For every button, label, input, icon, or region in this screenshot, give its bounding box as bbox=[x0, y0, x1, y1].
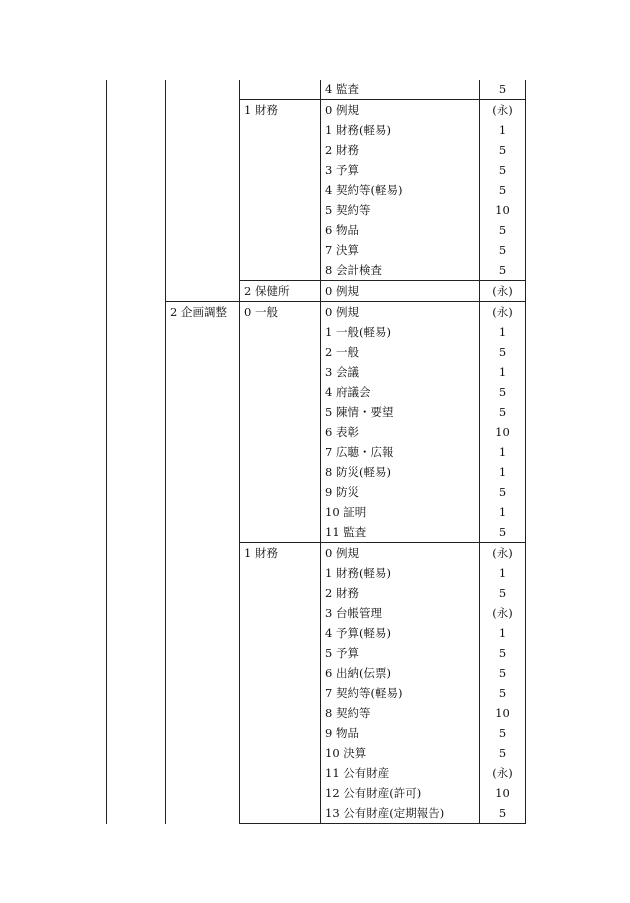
subdivision-cell: 1 財務 bbox=[240, 543, 321, 564]
retention-period-cell: 5 bbox=[480, 180, 526, 200]
item-cell: 9 防災 bbox=[321, 482, 480, 502]
division-cell bbox=[166, 663, 240, 683]
division-cell bbox=[166, 200, 240, 220]
category-cell bbox=[107, 120, 166, 140]
category-cell bbox=[107, 281, 166, 302]
category-cell bbox=[107, 462, 166, 482]
category-cell bbox=[107, 743, 166, 763]
retention-period-cell: 5 bbox=[480, 80, 526, 100]
item-cell: 10 決算 bbox=[321, 743, 480, 763]
retention-period-cell: 5 bbox=[480, 260, 526, 281]
item-cell: 11 公有財産 bbox=[321, 763, 480, 783]
division-cell bbox=[166, 522, 240, 543]
retention-period-cell: 10 bbox=[480, 783, 526, 803]
table-row bbox=[107, 260, 526, 281]
retention-period-cell: (永) bbox=[480, 100, 526, 121]
category-cell bbox=[107, 583, 166, 603]
subdivision-cell bbox=[240, 160, 321, 180]
item-cell: 3 会議 bbox=[321, 362, 480, 382]
category-cell bbox=[107, 522, 166, 543]
subdivision-cell bbox=[240, 482, 321, 502]
retention-period-cell: (永) bbox=[480, 281, 526, 302]
table-row bbox=[107, 543, 526, 564]
division-cell bbox=[166, 240, 240, 260]
retention-period-cell: 10 bbox=[480, 200, 526, 220]
subdivision-cell bbox=[240, 663, 321, 683]
item-cell: 4 予算(軽易) bbox=[321, 623, 480, 643]
subdivision-cell bbox=[240, 402, 321, 422]
category-cell bbox=[107, 803, 166, 824]
subdivision-cell bbox=[240, 643, 321, 663]
division-cell bbox=[166, 260, 240, 281]
item-cell: 2 一般 bbox=[321, 342, 480, 362]
retention-period-cell: 1 bbox=[480, 623, 526, 643]
category-cell bbox=[107, 663, 166, 683]
retention-period-cell: 5 bbox=[480, 522, 526, 543]
subdivision-cell bbox=[240, 723, 321, 743]
category-cell bbox=[107, 482, 166, 502]
category-cell bbox=[107, 362, 166, 382]
category-cell bbox=[107, 643, 166, 663]
table-row bbox=[107, 200, 526, 220]
division-cell: 2 企画調整 bbox=[166, 302, 240, 323]
item-cell: 4 府議会 bbox=[321, 382, 480, 402]
category-cell bbox=[107, 603, 166, 623]
table-row bbox=[107, 160, 526, 180]
table-row bbox=[107, 220, 526, 240]
subdivision-cell bbox=[240, 502, 321, 522]
retention-period-cell: 5 bbox=[480, 160, 526, 180]
item-cell: 13 公有財産(定期報告) bbox=[321, 803, 480, 824]
item-cell: 5 予算 bbox=[321, 643, 480, 663]
category-cell bbox=[107, 382, 166, 402]
subdivision-cell bbox=[240, 260, 321, 281]
subdivision-cell bbox=[240, 200, 321, 220]
subdivision-cell: 2 保健所 bbox=[240, 281, 321, 302]
item-cell: 6 物品 bbox=[321, 220, 480, 240]
item-cell: 6 出納(伝票) bbox=[321, 663, 480, 683]
subdivision-cell bbox=[240, 583, 321, 603]
subdivision-cell bbox=[240, 342, 321, 362]
table-row bbox=[107, 422, 526, 442]
table-row bbox=[107, 100, 526, 121]
item-cell: 3 予算 bbox=[321, 160, 480, 180]
category-cell bbox=[107, 100, 166, 121]
item-cell: 0 例規 bbox=[321, 281, 480, 302]
item-cell: 1 一般(軽易) bbox=[321, 322, 480, 342]
category-cell bbox=[107, 80, 166, 100]
category-cell bbox=[107, 683, 166, 703]
table-row bbox=[107, 803, 526, 824]
subdivision-cell: 1 財務 bbox=[240, 100, 321, 121]
division-cell bbox=[166, 603, 240, 623]
item-cell: 1 財務(軽易) bbox=[321, 563, 480, 583]
item-cell: 6 表彰 bbox=[321, 422, 480, 442]
retention-period-cell: 10 bbox=[480, 422, 526, 442]
category-cell bbox=[107, 322, 166, 342]
item-cell: 8 契約等 bbox=[321, 703, 480, 723]
item-cell: 0 例規 bbox=[321, 100, 480, 121]
subdivision-cell bbox=[240, 442, 321, 462]
subdivision-cell bbox=[240, 80, 321, 100]
table-row bbox=[107, 120, 526, 140]
subdivision-cell bbox=[240, 140, 321, 160]
division-cell bbox=[166, 683, 240, 703]
retention-period-cell: 10 bbox=[480, 703, 526, 723]
retention-period-cell: 1 bbox=[480, 563, 526, 583]
retention-schedule-table bbox=[106, 80, 526, 824]
category-cell bbox=[107, 623, 166, 643]
category-cell bbox=[107, 342, 166, 362]
division-cell bbox=[166, 402, 240, 422]
division-cell bbox=[166, 643, 240, 663]
division-cell bbox=[166, 442, 240, 462]
item-cell: 11 監査 bbox=[321, 522, 480, 543]
category-cell bbox=[107, 442, 166, 462]
item-cell: 4 契約等(軽易) bbox=[321, 180, 480, 200]
division-cell bbox=[166, 482, 240, 502]
item-cell: 5 契約等 bbox=[321, 200, 480, 220]
item-cell: 2 財務 bbox=[321, 140, 480, 160]
category-cell bbox=[107, 543, 166, 564]
retention-period-cell: 5 bbox=[480, 583, 526, 603]
category-cell bbox=[107, 723, 166, 743]
division-cell bbox=[166, 623, 240, 643]
retention-period-cell: 5 bbox=[480, 140, 526, 160]
item-cell: 7 契約等(軽易) bbox=[321, 683, 480, 703]
subdivision-cell bbox=[240, 563, 321, 583]
division-cell bbox=[166, 362, 240, 382]
table-row bbox=[107, 302, 526, 323]
table-row bbox=[107, 623, 526, 643]
item-cell: 7 決算 bbox=[321, 240, 480, 260]
table-row bbox=[107, 80, 526, 100]
retention-period-cell: 5 bbox=[480, 743, 526, 763]
subdivision-cell bbox=[240, 362, 321, 382]
category-cell bbox=[107, 180, 166, 200]
subdivision-cell bbox=[240, 240, 321, 260]
subdivision-cell bbox=[240, 382, 321, 402]
table-row bbox=[107, 603, 526, 623]
division-cell bbox=[166, 462, 240, 482]
division-cell bbox=[166, 502, 240, 522]
division-cell bbox=[166, 180, 240, 200]
division-cell bbox=[166, 281, 240, 302]
table-row bbox=[107, 482, 526, 502]
table-row bbox=[107, 362, 526, 382]
category-cell bbox=[107, 302, 166, 323]
retention-period-cell: 1 bbox=[480, 362, 526, 382]
category-cell bbox=[107, 200, 166, 220]
division-cell bbox=[166, 783, 240, 803]
table-row bbox=[107, 522, 526, 543]
subdivision-cell bbox=[240, 803, 321, 824]
division-cell bbox=[166, 803, 240, 824]
retention-period-cell: 5 bbox=[480, 220, 526, 240]
division-cell bbox=[166, 80, 240, 100]
subdivision-cell bbox=[240, 522, 321, 543]
category-cell bbox=[107, 563, 166, 583]
table-row bbox=[107, 743, 526, 763]
item-cell: 5 陳情・要望 bbox=[321, 402, 480, 422]
subdivision-cell bbox=[240, 703, 321, 723]
division-cell bbox=[166, 703, 240, 723]
table-row bbox=[107, 462, 526, 482]
division-cell bbox=[166, 763, 240, 783]
subdivision-cell bbox=[240, 683, 321, 703]
table-row bbox=[107, 763, 526, 783]
table-row bbox=[107, 502, 526, 522]
retention-period-cell: 1 bbox=[480, 322, 526, 342]
category-cell bbox=[107, 160, 166, 180]
table-row bbox=[107, 180, 526, 200]
retention-period-cell: (永) bbox=[480, 543, 526, 564]
table-row bbox=[107, 140, 526, 160]
item-cell: 3 台帳管理 bbox=[321, 603, 480, 623]
item-cell: 12 公有財産(許可) bbox=[321, 783, 480, 803]
item-cell: 8 会計検査 bbox=[321, 260, 480, 281]
table-row bbox=[107, 663, 526, 683]
category-cell bbox=[107, 240, 166, 260]
table-row bbox=[107, 643, 526, 663]
retention-period-cell: 5 bbox=[480, 402, 526, 422]
division-cell bbox=[166, 120, 240, 140]
retention-period-cell: 1 bbox=[480, 502, 526, 522]
table-row bbox=[107, 342, 526, 362]
subdivision-cell bbox=[240, 220, 321, 240]
category-cell bbox=[107, 220, 166, 240]
subdivision-cell: 0 一般 bbox=[240, 302, 321, 323]
item-cell: 10 証明 bbox=[321, 502, 480, 522]
item-cell: 1 財務(軽易) bbox=[321, 120, 480, 140]
division-cell bbox=[166, 563, 240, 583]
subdivision-cell bbox=[240, 623, 321, 643]
subdivision-cell bbox=[240, 422, 321, 442]
subdivision-cell bbox=[240, 783, 321, 803]
retention-period-cell: 5 bbox=[480, 803, 526, 824]
table-row bbox=[107, 322, 526, 342]
table-row bbox=[107, 563, 526, 583]
table-row bbox=[107, 240, 526, 260]
table-row bbox=[107, 723, 526, 743]
division-cell bbox=[166, 100, 240, 121]
table-row bbox=[107, 402, 526, 422]
division-cell bbox=[166, 543, 240, 564]
retention-period-cell: 5 bbox=[480, 382, 526, 402]
subdivision-cell bbox=[240, 180, 321, 200]
division-cell bbox=[166, 422, 240, 442]
division-cell bbox=[166, 220, 240, 240]
category-cell bbox=[107, 703, 166, 723]
retention-period-cell: (永) bbox=[480, 603, 526, 623]
retention-period-cell: 5 bbox=[480, 683, 526, 703]
category-cell bbox=[107, 422, 166, 442]
division-cell bbox=[166, 140, 240, 160]
division-cell bbox=[166, 583, 240, 603]
division-cell bbox=[166, 160, 240, 180]
subdivision-cell bbox=[240, 763, 321, 783]
item-cell: 8 防災(軽易) bbox=[321, 462, 480, 482]
item-cell: 4 監査 bbox=[321, 80, 480, 100]
table-row bbox=[107, 683, 526, 703]
table-row bbox=[107, 382, 526, 402]
item-cell: 2 財務 bbox=[321, 583, 480, 603]
table-row bbox=[107, 281, 526, 302]
table-row bbox=[107, 442, 526, 462]
division-cell bbox=[166, 382, 240, 402]
subdivision-cell bbox=[240, 120, 321, 140]
subdivision-cell bbox=[240, 743, 321, 763]
retention-period-cell: (永) bbox=[480, 302, 526, 323]
retention-period-cell: 5 bbox=[480, 663, 526, 683]
category-cell bbox=[107, 140, 166, 160]
division-cell bbox=[166, 723, 240, 743]
item-cell: 9 物品 bbox=[321, 723, 480, 743]
retention-period-cell: 5 bbox=[480, 240, 526, 260]
division-cell bbox=[166, 743, 240, 763]
retention-period-cell: 5 bbox=[480, 342, 526, 362]
table-row bbox=[107, 703, 526, 723]
retention-period-cell: 5 bbox=[480, 643, 526, 663]
retention-period-cell: (永) bbox=[480, 763, 526, 783]
subdivision-cell bbox=[240, 603, 321, 623]
item-cell: 7 広聴・広報 bbox=[321, 442, 480, 462]
category-cell bbox=[107, 502, 166, 522]
retention-period-cell: 5 bbox=[480, 723, 526, 743]
category-cell bbox=[107, 260, 166, 281]
retention-period-cell: 5 bbox=[480, 482, 526, 502]
category-cell bbox=[107, 783, 166, 803]
table-row bbox=[107, 783, 526, 803]
category-cell bbox=[107, 402, 166, 422]
subdivision-cell bbox=[240, 322, 321, 342]
retention-period-cell: 1 bbox=[480, 442, 526, 462]
retention-period-cell: 1 bbox=[480, 462, 526, 482]
table-row bbox=[107, 583, 526, 603]
division-cell bbox=[166, 342, 240, 362]
category-cell bbox=[107, 763, 166, 783]
retention-period-cell: 1 bbox=[480, 120, 526, 140]
division-cell bbox=[166, 322, 240, 342]
item-cell: 0 例規 bbox=[321, 302, 480, 323]
item-cell: 0 例規 bbox=[321, 543, 480, 564]
subdivision-cell bbox=[240, 462, 321, 482]
